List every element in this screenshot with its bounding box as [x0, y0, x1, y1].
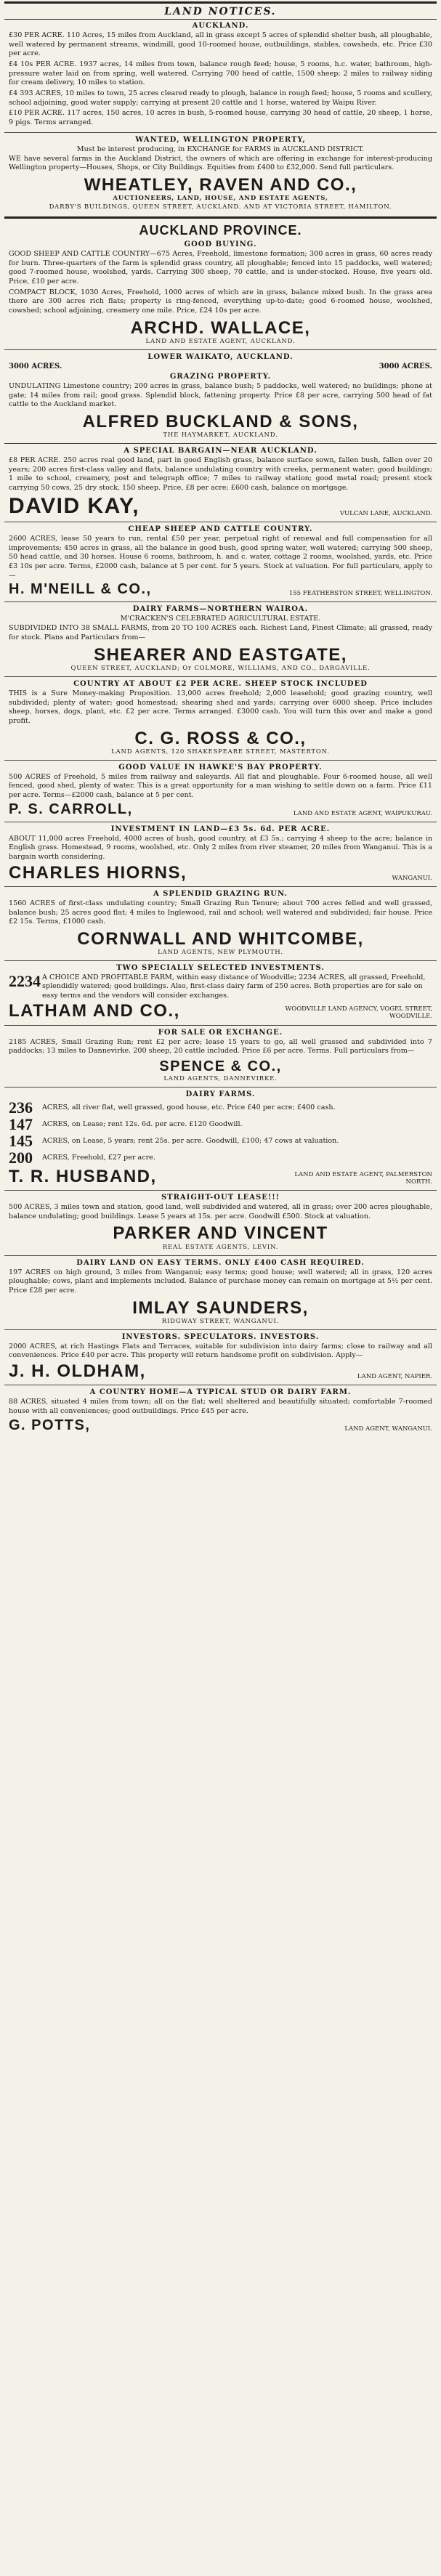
advertiser-name: ALFRED BUCKLAND & SONS,: [82, 411, 359, 432]
advertiser-name: WHEATLEY, RAVEN AND CO.,: [84, 174, 357, 195]
advertiser-address: LAND AGENTS, 120 SHAKESPEARE STREET, MASTERTON.: [111, 748, 330, 756]
advertiser-name: LATHAM AND CO.,: [9, 1001, 180, 1021]
divider: [4, 760, 437, 761]
ad-text: UNDULATING Limestone country; 200 acres in grass, balance bush; 5 paddocks, well watered; no buildings; phone at gate; 14 miles from rail; good grass. Splendid block, fattening property. Price £8 per acre, carrying 500 head of fat cattle to the Auckland market.: [9, 381, 432, 409]
ad-text: 197 ACRES on high ground, 3 miles from Wanganui; easy terms; good house; well watered; all in grass, 120 acres ploughable; cows, plant and implements included. Balance of purchase money can remain on mortgage at 5½ per cent. Price £28 per acre.: [9, 1268, 432, 1295]
acreage-left: 3000 ACRES.: [9, 362, 62, 370]
advertiser-name: IMLAY SAUNDERS,: [132, 1297, 309, 1318]
acreage-right: 3000 ACRES.: [379, 362, 432, 370]
kicker: LOWER WAIKATO, AUCKLAND.: [147, 352, 294, 361]
ad-text: £4 393 ACRES, 10 miles to town, 25 acres cleared ready to plough, balance in rough feed; house, 5 rooms and scullery, school adjoining, good water supply; carrying at present 20 cattle and 1 horse, watered by Waipu River.: [9, 89, 432, 107]
divider: [4, 216, 437, 219]
ad-text: 500 ACRES, 3 miles town and station, good land, well subdivided and watered, all in grass; over 200 acres ploughable, balance undulating; good buildings. Lease 5 years at 15s. per acre. Goodwill £500. Stock at valuation.: [9, 1203, 432, 1220]
divider: [4, 1190, 437, 1191]
wanted-text: WE have several farms in the Auckland District, the owners of which are offering in exchange for interest-producing Wellington property—Houses, Shops, or City Buildings. Equities from £400 to £32,000. Send full particulars.: [9, 154, 432, 172]
advertiser-address: LAND AGENT, WANGANUI.: [344, 1425, 432, 1433]
list-item: [9, 1133, 432, 1149]
ad-text: A CHOICE AND PROFITABLE FARM, within easy distance of Woodville; 2234 ACRES, all grassed, Freehold, splendidly watered; good buildings. Also, first-class dairy farm of 250 acres. Both properties are for sale on easy terms and the vendors will consider exchanges.: [42, 973, 426, 1000]
ad-text: 500 ACRES of Freehold, 5 miles from railway and saleyards. All flat and ploughable. Four 6-roomed house, all well fenced, good shed, plenty of water. This is a great opportunity for a man wishing to settle down on a farm. Price £11 per acre. Terms—£2000 cash, balance at 5 per cent.: [9, 772, 432, 800]
advertiser-row: [9, 864, 432, 882]
ad-text: ABOUT 11,000 acres Freehold, 4000 acres of bush, good country, at £3 5s.; carrying 4 sheep to the acre; balance in English grass. Homestead, 9 rooms, woolshed, etc. Only 2 miles from river steamer, 20 miles from Wanganui. This is a bargain worth considering.: [9, 834, 432, 861]
list-item: [9, 1150, 432, 1166]
advertiser-address: WANGANUI.: [392, 874, 432, 882]
kicker: COUNTRY AT ABOUT £2 PER ACRE. SHEEP STOCK INCLUDED: [73, 679, 368, 688]
advertiser-role: AUCTIONEERS, LAND, HOUSE, AND ESTATE AGENTS,: [113, 195, 328, 203]
divider: [4, 886, 437, 887]
acreage-number: 2234: [9, 972, 41, 990]
advertiser-name: T. R. HUSBAND,: [9, 1166, 157, 1186]
divider: [4, 676, 437, 677]
advertiser-name: PARKER AND VINCENT: [113, 1223, 328, 1244]
list-item: [9, 1100, 432, 1116]
list-item-text: ACRES, Freehold, £27 per acre.: [42, 1153, 155, 1162]
kicker: A COUNTRY HOME—A TYPICAL STUD OR DAIRY FARM.: [89, 1388, 352, 1397]
advertiser-address: VULCAN LANE, AUCKLAND.: [339, 509, 432, 517]
section-sheep-stock: [4, 680, 437, 756]
acreage-row: [4, 362, 437, 370]
section-special-bargain: [4, 447, 437, 517]
ad-text: GOOD SHEEP AND CATTLE COUNTRY—675 Acres, Freehold, limestone formation; 300 acres in grass, 60 acres ready for burn. Three-quarters of the farm is splendid grass country, all ploughable; fenced into 15 paddocks, well watered; good 7-roomed house, woolshed, yards. Carrying 300 sheep, 70 cattle, and is under-stocked. House, five years old. Price, £10 per acre.: [9, 250, 432, 286]
advertiser-address: 155 FEATHERSTON STREET, WELLINGTON.: [288, 590, 432, 598]
acreage-number: 145: [9, 1131, 33, 1150]
advertiser-address: LAND AGENTS, NEW PLYMOUTH.: [158, 949, 283, 956]
advertiser-name: P. S. CARROLL,: [9, 801, 133, 817]
section-dairy-easy-terms: [4, 1259, 437, 1325]
section-sale-exchange: [4, 1029, 437, 1082]
divider: [4, 1255, 437, 1256]
advertiser-address: QUEEN STREET, AUCKLAND; Or COLMORE, WILLIAMS, AND CO., DARGAVILLE.: [70, 664, 371, 672]
advertiser-address: DARBY'S BUILDINGS, QUEEN STREET, AUCKLAND. AND AT VICTORIA STREET, HAMILTON.: [49, 203, 392, 211]
section-lower-waikato: [4, 353, 437, 439]
divider: [4, 349, 437, 350]
advertiser-row: [9, 1418, 432, 1433]
advertiser-name: DAVID KAY,: [9, 493, 140, 518]
ad-text: 1560 ACRES of first-class undulating country; Small Grazing Run Tenure; about 700 acres felled and well grassed, balance bush; 25 acres good flat; 4 miles to Inglewood, rail and school; well watered and subdivided; fair house. Price £2 15s. Terms, £1000 cash.: [9, 899, 432, 926]
section-dairy-farms: [4, 1090, 437, 1186]
list-item-text: ACRES, on Lease; rent 12s. 6d. per acre. £120 Goodwill.: [42, 1119, 243, 1128]
ad-text: 2600 ACRES, lease 50 years to run, rental £50 per year, perpetual right of renewal and full compensation for all improvements; 450 acres in grass, all the balance in good bush, good spring water, well watered; carrying 500 sheep, 50 head cattle, and 30 horses. House 6 rooms, bathroom, h. and c. water, cottage 2 rooms, woolshed, yards, etc. Price £3 10s per acre. Terms, £2000 cash, balance at 5 per cent. for 5 years. Stock at valuation. For full particulars, apply to—: [9, 535, 432, 580]
ad-text: 2185 ACRES, Small Grazing Run; rent £2 per acre; lease 15 years to go, all well grassed and subdivided into 7 paddocks; 13 miles to Dannevirke. 200 sheep, 20 cattle included. Price £6 per acre. Terms. Full particulars from—: [9, 1037, 432, 1056]
section-hawkes-bay: [4, 764, 437, 817]
kicker: GOOD VALUE IN HAWKE'S BAY PROPERTY.: [118, 763, 323, 771]
page: [4, 0, 437, 1433]
advertiser-address: REAL ESTATE AGENTS, LEVIN.: [162, 1243, 279, 1251]
section-cheap-country: [4, 525, 437, 597]
wanted-sub: Must be interest producing, in EXCHANGE for FARMS in AUCKLAND DISTRICT.: [76, 145, 365, 153]
kicker: DAIRY LAND ON EASY TERMS. ONLY £400 CASH REQUIRED.: [76, 1258, 365, 1267]
advertiser-name: SPENCE & CO.,: [159, 1058, 282, 1074]
ad-text: 88 ACRES, situated 4 miles from town; all on the flat; well sheltered and beautifully situated; comfortable 7-roomed house with all conveniences; good outbuildings. Price £45 per acre.: [9, 1398, 432, 1415]
section-investors: [4, 1333, 437, 1381]
masthead: LAND NOTICES.: [4, 1, 437, 20]
ad-text: COMPACT BLOCK, 1030 Acres, Freehold, 1000 acres of which are in grass, balance mixed bush. In the grass area there are 300 acres rich flats; property is ring-fenced, everything up-to-date; good 6-roomed house, woolshed, cowshed; school adjoining, creamery one mile. Price, £24 10s per acre.: [9, 288, 432, 315]
kicker: A SPECIAL BARGAIN—NEAR AUCKLAND.: [124, 447, 317, 455]
advertiser-row: [9, 582, 432, 597]
section-straight-out-lease: [4, 1194, 437, 1251]
section-investment: [4, 825, 437, 882]
section-auckland-province: [4, 223, 437, 345]
sub-heading: GRAZING PROPERTY.: [169, 372, 272, 381]
advertiser-name: C. G. ROSS & CO.,: [134, 728, 307, 748]
advertiser-row: [9, 1002, 432, 1020]
acreage-number: 147: [9, 1114, 33, 1133]
kicker: DAIRY FARMS.: [185, 1090, 256, 1098]
section-northern-wairoa: [4, 605, 437, 672]
advertiser-name: G. POTTS,: [9, 1417, 91, 1433]
advertiser-role: LAND AND ESTATE AGENT, AUCKLAND.: [145, 337, 296, 345]
kicker: STRAIGHT-OUT LEASE!!!: [161, 1194, 280, 1202]
featured-acreage: [9, 973, 432, 1000]
ad-text: £4 10s PER ACRE. 1937 acres, 14 miles from town, balance rough feed; house, 5 rooms, h.c. water, bathroom, high-pressure water laid on from spring, well watered. Carrying 700 head of cattle, 1500 sheep; 2 miles to railway siding for cream delivery, 10 miles to station.: [9, 60, 432, 87]
advertiser-address: LAND AGENTS, DANNEVIRKE.: [163, 1074, 278, 1082]
advertiser-address: LAND AGENT, NAPIER.: [357, 1373, 432, 1381]
advertiser-row: [9, 495, 432, 518]
kicker: INVESTORS. SPECULATORS. INVESTORS.: [121, 1332, 320, 1341]
advertiser-address: RIDGWAY STREET, WANGANUI.: [161, 1317, 280, 1325]
sub-heading: M'CRACKEN'S CELEBRATED AGRICULTURAL ESTATE.: [120, 615, 321, 623]
ad-text: SUBDIVIDED INTO 38 SMALL FARMS, from 20 TO 100 ACRES each. Richest Land, Finest Climate; all grassed, ready for stock. Plans and Particulars from—: [9, 624, 432, 642]
advertiser-name: H. M'NEILL & CO.,: [9, 581, 152, 598]
advertiser-name: J. H. OLDHAM,: [9, 1361, 146, 1382]
section-auckland: [4, 22, 437, 211]
ad-text: 2000 ACRES, at rich Hastings Flats and Terraces, suitable for subdivision into dairy farms; close to railway and all conveniences. Price £40 per acre. This property will return handsome profit on subdivision. Apply—: [9, 1342, 432, 1360]
divider: [4, 132, 437, 133]
ad-text: £30 PER ACRE. 110 Acres, 15 miles from Auckland, all in grass except 5 acres of splendid shelter bush, all ploughable, well watered by permanent streams, windmill, good 10-roomed house, outbuildings, stables, cowsheds, etc. Price £30 per acre.: [9, 31, 432, 58]
advertiser-name: ARCHD. WALLACE,: [130, 317, 311, 338]
acreage-number: 236: [9, 1098, 33, 1117]
list-item: [9, 1114, 432, 1133]
section-country-home: [4, 1388, 437, 1433]
kicker: DAIRY FARMS—NORTHERN WAIROA.: [132, 605, 309, 614]
advertiser-address: WOODVILLE LAND AGENCY, VOGEL STREET, WOODVILLE.: [285, 1005, 432, 1021]
ad-text: THIS is a Sure Money-making Proposition. 13,000 acres freehold; 2,000 leasehold; good grazing country, well subdivided; plenty of water; good homestead; shearing shed and yards; carrying over 6000 sheep. Price includes sheep, horses, dogs, plant, etc. £2 per acre. Terms arranged. £3000 cash. You will turn this over and make a good profit.: [9, 689, 432, 725]
advertiser-address: LAND AND ESTATE AGENT, PALMERSTON NORTH.: [294, 1170, 432, 1186]
kicker: AUCKLAND.: [192, 22, 249, 30]
divider: [4, 1025, 437, 1026]
advertiser-row: [9, 1362, 432, 1380]
advertiser-row: [9, 1167, 432, 1186]
advertiser-address: LAND AND ESTATE AGENT, WAIPUKURAU.: [293, 809, 432, 817]
advertiser-name: CHARLES HIORNS,: [9, 862, 187, 883]
section-grazing-run: [4, 890, 437, 956]
divider: [4, 960, 437, 961]
list-item-text: ACRES, all river flat, well grassed, good house, etc. Price £40 per acre; £400 cash.: [42, 1103, 336, 1111]
kicker: CHEAP SHEEP AND CATTLE COUNTRY.: [128, 525, 313, 534]
divider: [4, 1329, 437, 1330]
advertiser-name: CORNWALL AND WHITCOMBE,: [77, 928, 364, 949]
advertiser-address: THE HAYMARKET, AUCKLAND.: [163, 432, 278, 439]
kicker: INVESTMENT IN LAND—£3 5s. 6d. PER ACRE.: [110, 825, 331, 833]
list-item-text: ACRES, on Lease, 5 years; rent 25s. per acre. Goodwill, £100; 47 cows at valuation.: [42, 1136, 339, 1145]
wanted-title: WANTED, WELLINGTON PROPERTY,: [135, 135, 306, 144]
divider: [4, 443, 437, 444]
region-heading: AUCKLAND PROVINCE.: [139, 223, 302, 238]
ad-text: £10 PER ACRE. 117 acres, 150 acres, 10 acres in bush, 5-roomed house, carrying 30 head of cattle, 20 sheep, 1 horse, 9 pigs. Terms arranged.: [9, 109, 432, 126]
kicker: FOR SALE OR EXCHANGE.: [158, 1028, 283, 1037]
kicker: GOOD BUYING.: [184, 240, 257, 249]
section-investments: [4, 964, 437, 1021]
kicker: A SPLENDID GRAZING RUN.: [153, 889, 288, 898]
advertiser-name: SHEARER AND EASTGATE,: [94, 644, 347, 665]
ad-text: £8 PER ACRE. 250 acres real good land, part in good English grass, balance surface sown, fallen bush, fallen over 20 years; 200 acres first-class valley and flats, balance undulating country with creeks, permanent water; good buildings; 1 mile to school, creamery, post and telegraph office; 7 miles to railway station; good metal road; present stock carrying 50 cows, 25 dry stock, 150 sheep. Price, £8 per acre; £600 cash, balance on mortgage.: [9, 456, 432, 492]
advertiser-row: [9, 802, 432, 817]
acreage-number: 200: [9, 1148, 33, 1167]
kicker: TWO SPECIALLY SELECTED INVESTMENTS.: [116, 964, 325, 972]
